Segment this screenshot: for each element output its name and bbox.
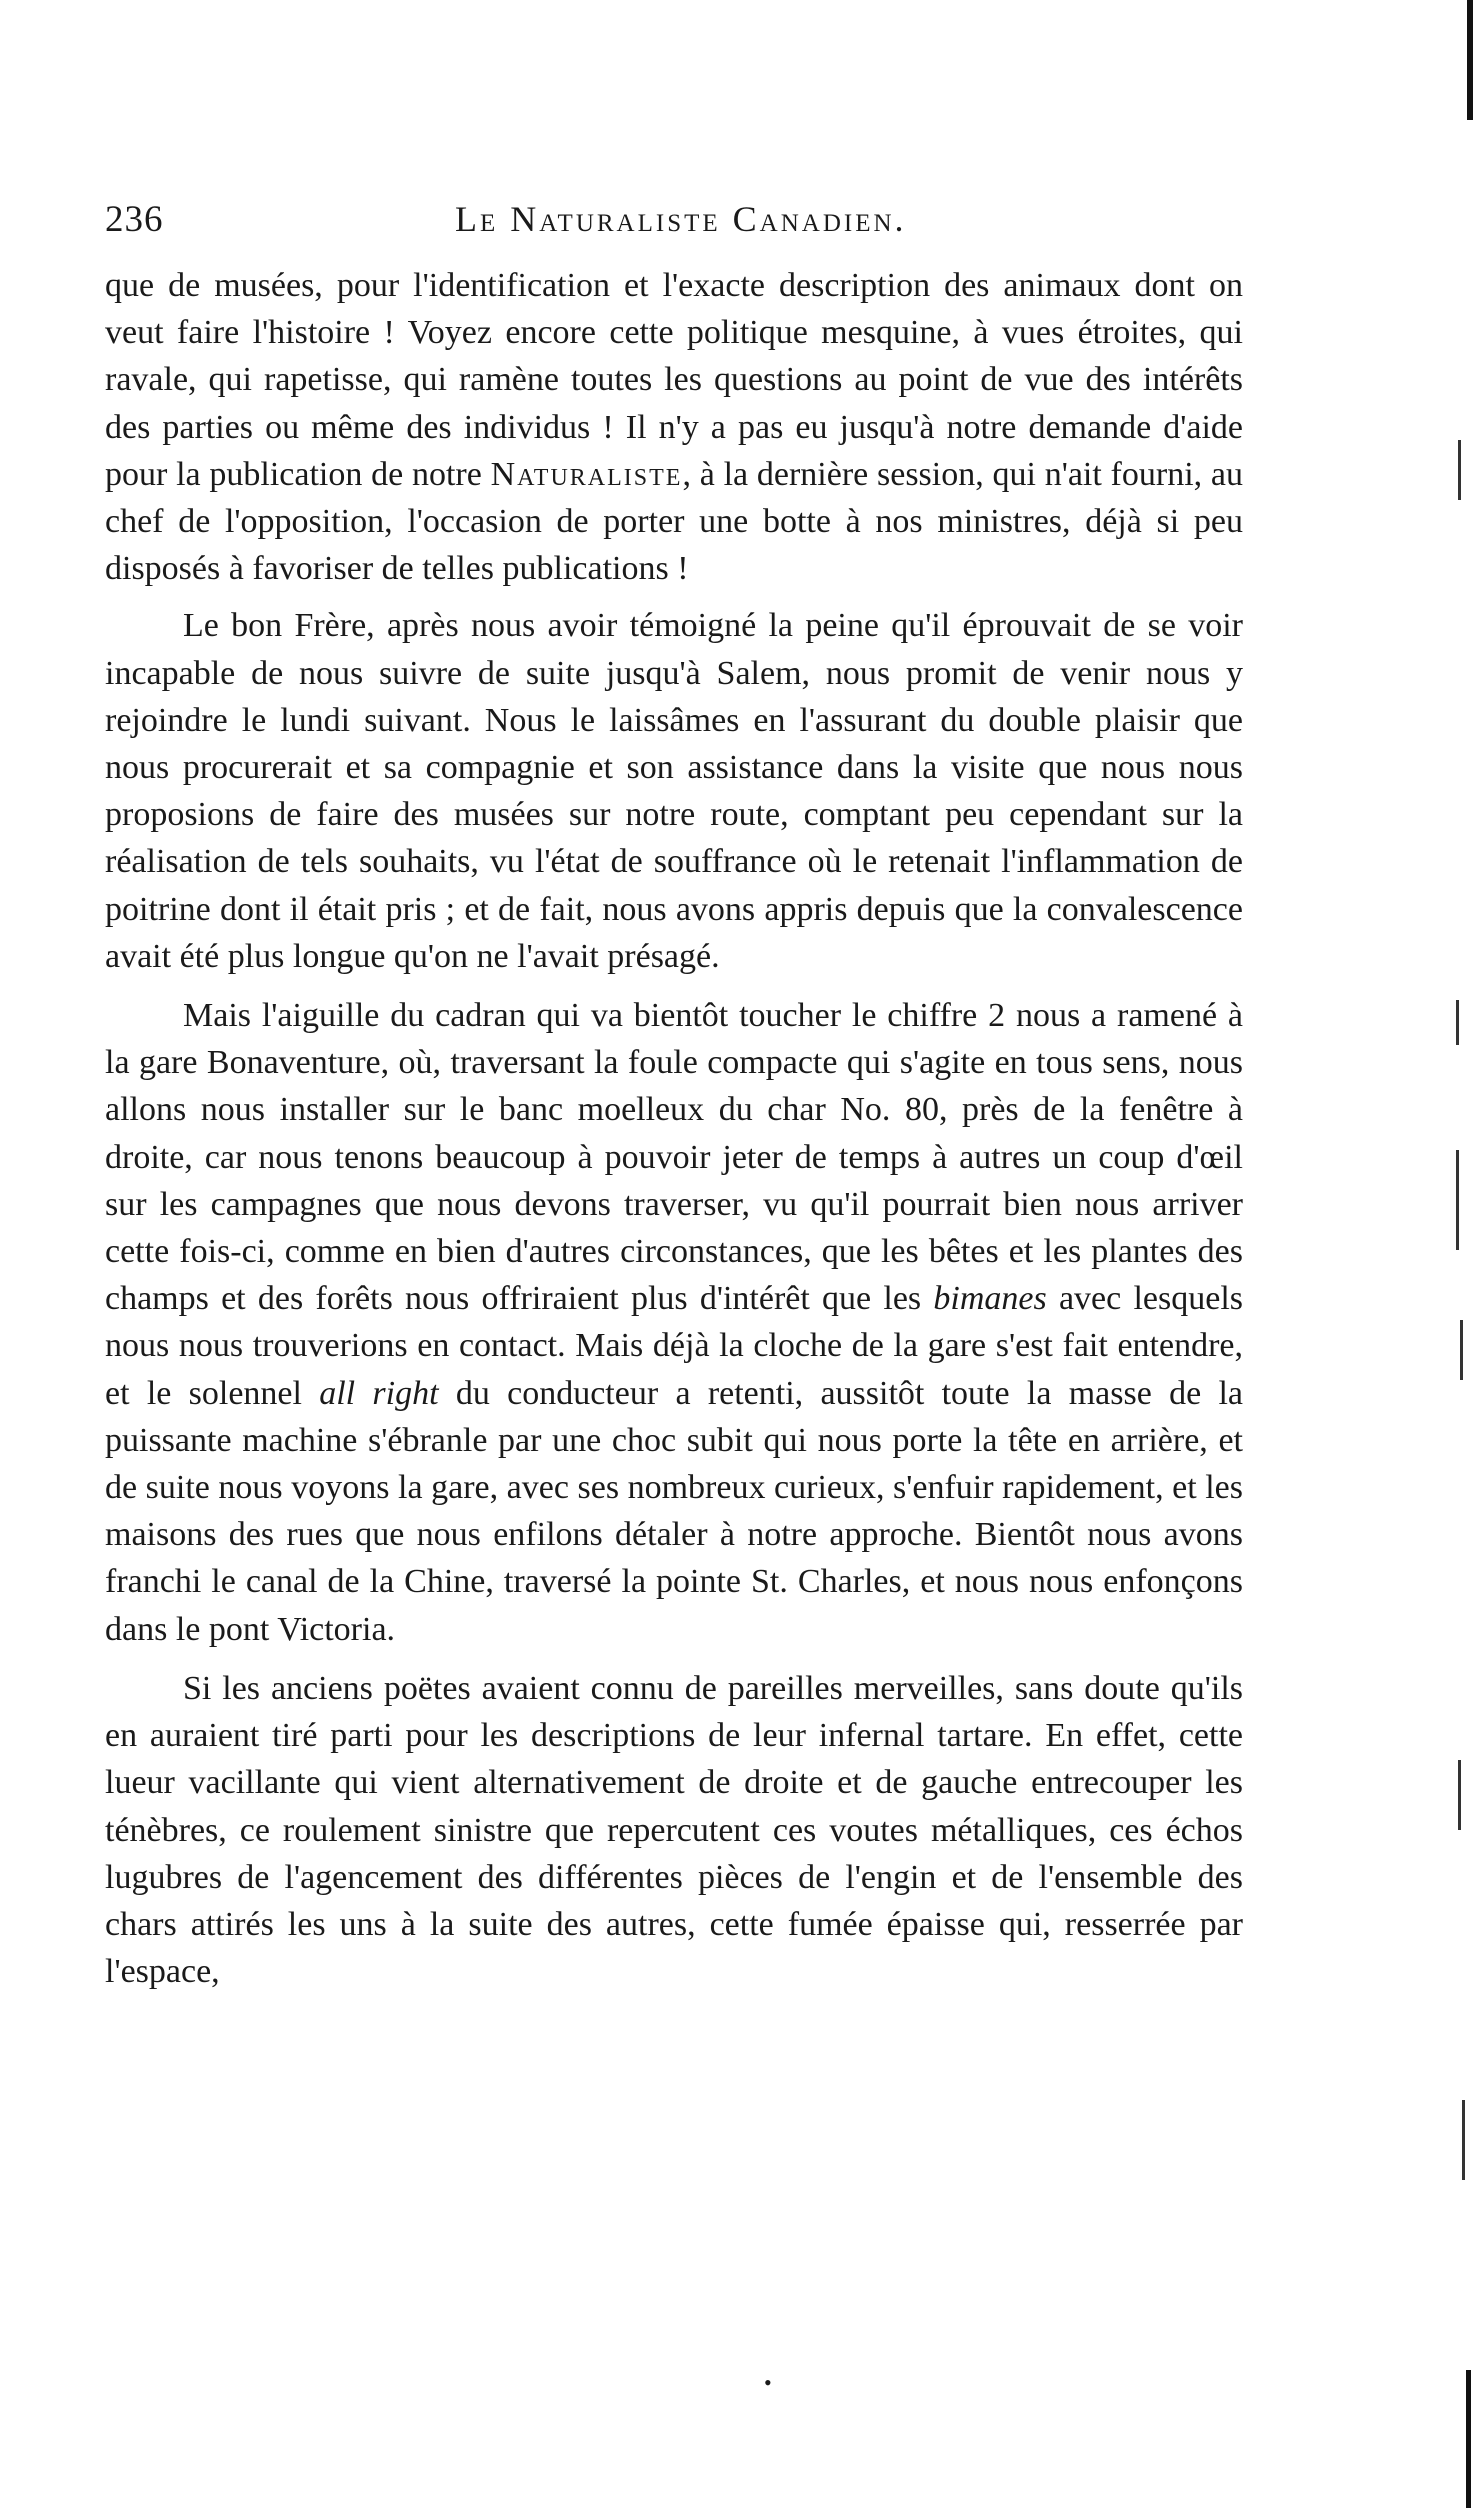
scan-edge-mark <box>1456 1000 1459 1045</box>
journal-name-inline: Naturaliste <box>490 455 683 493</box>
paragraph-1-part-a: que de musées, pour l'identification et l'exacte description des animaux dont on veut faire l'histoire ! Voyez encore cette politique mesquine, à vues étroites, qui ravale, qui rapetisse, qui ramène toutes les questions au point de vue des intérêts des parties ou même des individus ! Il n'y a pas eu jusqu'à notre demande d'aide pour la publication de notre <box>105 267 1243 493</box>
footer-mark: • <box>764 2370 772 2395</box>
paragraph-3-part-e: du conducteur a retenti, aussitôt toute la masse de la puissante machine s'ébranle par une choc subit qui nous porte la tête en arrière, et de suite nous voyons la gare, avec ses nombreux curieux, s'enfuir rapidement, et les maisons des rues que nous enfilons détaler à notre approche. Bientôt nous avons franchi le canal de la Chine, traversé la pointe St. Charles, et nous nous enfonçons dans le pont Victoria. <box>105 1374 1243 1648</box>
scan-edge-mark <box>1456 1150 1459 1250</box>
paragraph-3 <box>105 992 1243 1653</box>
journal-title: Le Naturaliste Canadien. <box>455 199 907 239</box>
running-head <box>105 198 1245 248</box>
paragraph-4: Si les anciens poëtes avaient connu de pareilles merveilles, sans doute qu'ils en auraient tiré parti pour les descriptions de leur infernal tartare. En effet, cette lueur vacillante qui vient alternativement de droite et de gauche entrecouper les ténèbres, ce roulement sinistre que repercutent ces voutes métalliques, ces échos lugubres de l'agencement des différentes pièces de l'engin et de l'ensemble des chars attirés les uns à la suite des autres, cette fumée épaisse qui, resserrée par l'espace, <box>105 1669 1243 1991</box>
italic-bimanes: bimanes <box>933 1280 1047 1318</box>
scan-edge-mark <box>1460 1320 1463 1380</box>
scan-edge-mark <box>1458 1760 1461 1830</box>
scan-edge-top <box>1467 0 1473 120</box>
paragraph-3-part-a: Mais l'aiguille du cadran qui va bientôt toucher le chiffre 2 nous a ramené à la gare Bonaventure, où, traversant la foule compacte qui s'agite en tous sens, nous allons nous installer sur le banc moelleux du char No. 80, près de la fenêtre à droite, car nous tenons beaucoup à pouvoir jeter de temps à autres un coup d'œil sur les campagnes que nous devons traverser, vu qu'il pourrait bien nous arriver cette fois-ci, comme en bien d'autres circonstances, que les bêtes et les plantes des champs et des forêts nous offriraient plus d'intérêt que les <box>105 997 1243 1318</box>
page-number: 236 <box>105 199 164 240</box>
paragraph-1 <box>105 262 1243 592</box>
paragraph-3-part-c: avec lesquels nous nous trouverions en contact. Mais déjà la cloche de la gare s'est fait entendre, et le solennel <box>105 1280 1243 1412</box>
italic-all-right: all right <box>319 1374 439 1412</box>
scan-edge-mark <box>1462 2100 1465 2180</box>
paragraph-2: Le bon Frère, après nous avoir témoigné la peine qu'il éprouvait de se voir incapable de nous suivre de suite jusqu'à Salem, nous promit de venir nous y rejoindre le lundi suivant. Nous le laissâmes en l'assurant du double plaisir que nous procurerait et sa compagnie et son assistance dans la visite que nous nous proposions de faire des musées sur notre route, comptant peu cependant sur la réalisation de tels souhaits, vu l'état de souffrance où le retenait l'inflammation de poitrine dont il était pris ; et de fait, nous avons appris depuis que la convalescence avait été plus longue qu'on ne l'avait présagé. <box>105 607 1243 975</box>
body-text <box>105 262 1243 1995</box>
scan-edge-mark <box>1458 440 1461 500</box>
paragraph-1-part-c: , à la dernière session, qui n'ait fourni, au chef de l'opposition, l'occasion de porter une botte à nos ministres, déjà si peu disposés à favoriser de telles publications ! <box>105 455 1243 588</box>
scan-edge-bottom <box>1466 2370 1471 2508</box>
